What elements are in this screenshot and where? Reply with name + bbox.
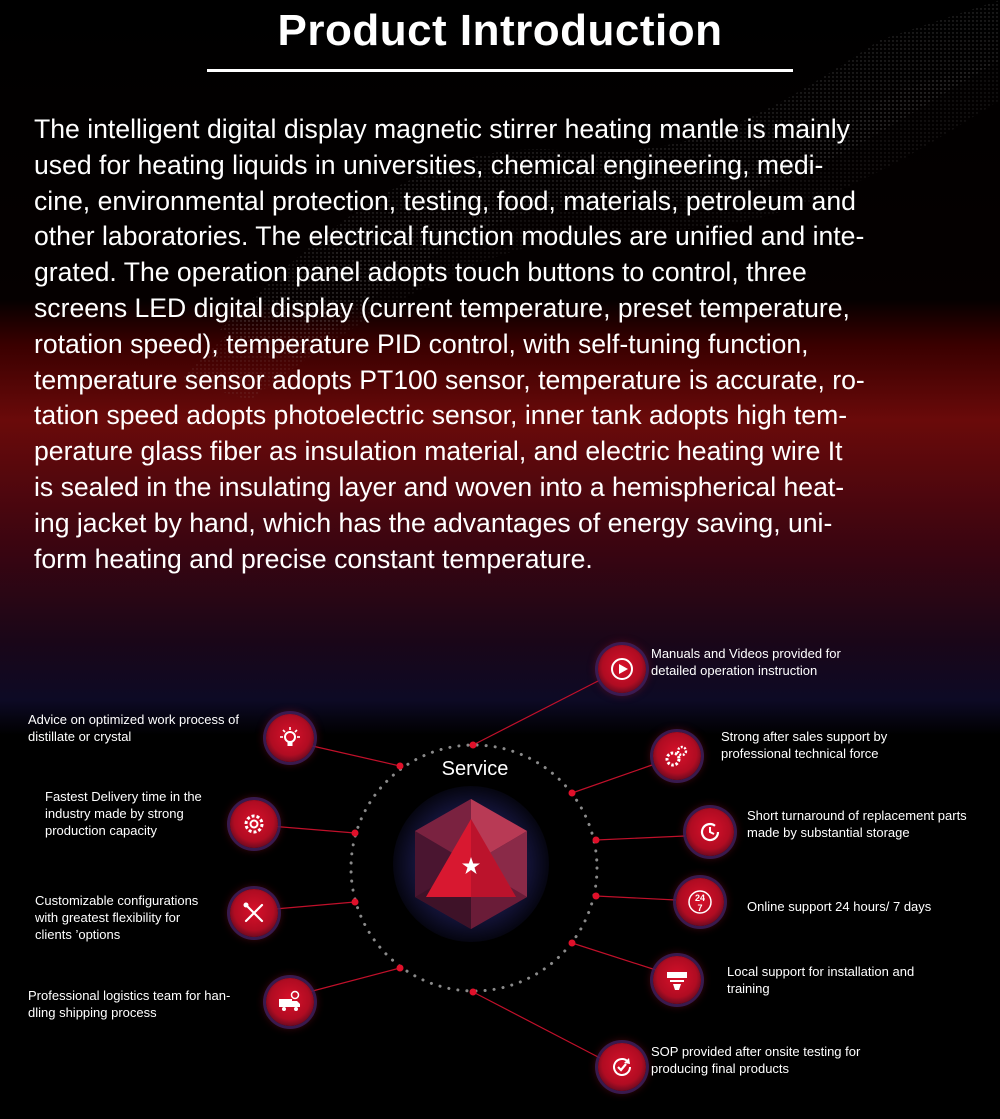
feature-text: training	[727, 981, 770, 996]
feature-local-support	[727, 963, 914, 997]
feature-text: industry made by strong	[45, 806, 184, 821]
intro-line: is sealed in the insulating layer and woven into a hemispherical heat-	[34, 471, 845, 502]
feature-text: made by substantial storage	[747, 825, 910, 840]
feature-text: Customizable configurations	[35, 893, 199, 908]
feature-text: producing final products	[651, 1061, 790, 1076]
feature-text: production capacity	[45, 823, 158, 838]
feature-text: Short turnaround of replacement parts	[747, 808, 967, 823]
feature-advice	[28, 711, 239, 745]
tools-icon	[230, 889, 278, 937]
feature-text: Professional logistics team for han-	[28, 988, 231, 1003]
feature-sop	[651, 1043, 860, 1077]
intro-line: The intelligent digital display magnetic stirrer heating mantle is mainly	[34, 114, 850, 144]
service-hub-emblem	[392, 785, 550, 943]
gears-icon	[653, 732, 701, 780]
intro-line: tation speed adopts photoelectric sensor, inner tank adopts high tem-	[34, 400, 848, 431]
clock-return-icon	[686, 808, 734, 856]
feature-text: dling shipping process	[28, 1005, 157, 1020]
feature-text: distillate or crystal	[28, 729, 132, 744]
feature-text: clients ’options	[35, 927, 121, 942]
feature-manuals	[651, 645, 841, 679]
feature-text: Fastest Delivery time in the	[45, 789, 202, 804]
feature-after-sales	[721, 728, 887, 762]
intro-line: screens LED digital display (current temperature, preset temperature,	[34, 292, 850, 323]
feature-text: Online support 24 hours/ 7 days	[747, 899, 932, 914]
intro-line: cine, environmental protection, testing, food, materials, petroleum and	[34, 185, 856, 216]
check-cycle-icon	[598, 1043, 646, 1091]
feature-configurations	[35, 892, 198, 943]
play-video-icon	[598, 645, 646, 693]
delivery-truck-icon	[266, 978, 314, 1026]
feature-text: Local support for installation and	[727, 964, 915, 979]
intro-line: rotation speed), temperature PID control, with self-tuning function,	[34, 328, 809, 359]
24-7-icon	[676, 878, 724, 926]
intro-line: grated. The operation panel adopts touch buttons to control, three	[34, 257, 807, 288]
feature-text: detailed operation instruction	[651, 663, 818, 678]
24-7-bottom: 7	[697, 903, 703, 913]
intro-line: form heating and precise constant temperature.	[34, 543, 593, 574]
feature-text: with greatest flexibility for	[35, 910, 181, 925]
feature-text: Strong after sales support by	[721, 729, 888, 744]
feature-replacement-parts	[747, 807, 967, 841]
production-gear-icon	[230, 800, 278, 848]
feature-text: Advice on optimized work process of	[28, 712, 239, 727]
24-7-top: 24	[694, 893, 706, 903]
installation-icon	[653, 956, 701, 1004]
intro-line: ing jacket by hand, which has the advantages of energy saving, uni-	[34, 507, 833, 538]
intro-line: perature glass fiber as insulation material, and electric heating wire It	[34, 436, 843, 467]
feature-text: SOP provided after onsite testing for	[651, 1044, 861, 1059]
lightbulb-icon	[266, 714, 314, 762]
feature-delivery-time	[45, 788, 202, 839]
feature-text: professional technical force	[721, 746, 879, 761]
feature-logistics	[28, 987, 230, 1021]
intro-line: used for heating liquids in universities, chemical engineering, medi-	[34, 149, 824, 180]
page-title: Product Introduction	[277, 6, 723, 55]
feature-online-support	[747, 898, 931, 915]
intro-line: other laboratories. The electrical function modules are unified and inte-	[34, 221, 865, 252]
intro-line: temperature sensor adopts PT100 sensor, temperature is accurate, ro-	[34, 364, 865, 395]
service-label: Service	[441, 758, 509, 780]
feature-text: Manuals and Videos provided for	[651, 646, 841, 661]
